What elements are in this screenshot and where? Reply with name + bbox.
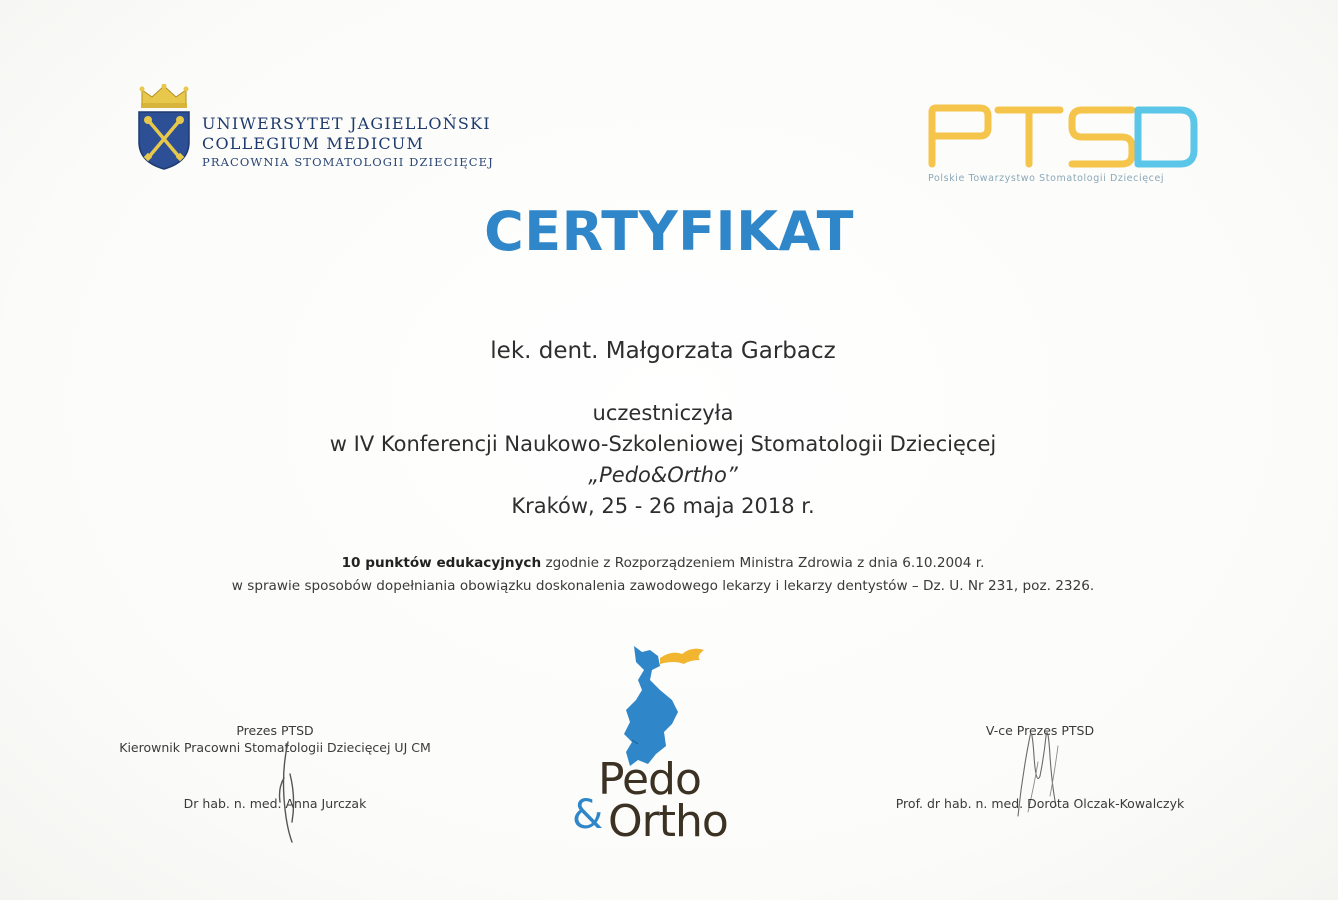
signatory-right-name: Prof. dr hab. n. med. Dorota Olczak-Kowalczyk — [895, 796, 1185, 811]
education-points: 10 punktów edukacyjnych — [341, 555, 542, 571]
legal-note-line2: w sprawie sposobów dopełniania obowiązku doskonalenia zawodowego lekarzy i lekarzy dentystów – Dz. U. Nr 231, poz. 2326. — [231, 578, 1095, 594]
body-line4: Kraków, 25 - 26 maja 2018 r. — [511, 494, 815, 518]
recipient-name: lek. dent. Małgorzata Garbacz — [490, 338, 836, 364]
university-logo — [136, 84, 494, 174]
body-line2: w IV Konferencji Naukowo-Szkoleniowej Stomatologii Dziecięcej — [329, 432, 997, 456]
legal-note-line1-rest: zgodnie z Rozporządzeniem Ministra Zdrowia z dnia 6.10.2004 r. — [541, 555, 985, 571]
ptsd-subtitle: Polskie Towarzystwo Stomatologii Dziecięcej — [928, 173, 1165, 184]
legal-note-line1 — [0, 552, 1326, 575]
event-logo-word2: Ortho — [608, 796, 728, 847]
university-line2: COLLEGIUM MEDICUM — [202, 134, 425, 153]
ptsd-letters-logo — [922, 100, 1202, 170]
signatory-left-name: Dr hab. n. med. Anna Jurczak — [183, 796, 367, 811]
university-line3: PRACOWNIA STOMATOLOGII DZIECIĘCEJ — [202, 155, 494, 169]
signatory-right-role: V-ce Prezes PTSD — [985, 723, 1095, 738]
signatory-left-role2: Kierownik Pracowni Stomatologii Dziecięcej UJ CM — [119, 740, 431, 755]
event-logo-amp: & — [572, 792, 604, 838]
pedo-ortho-logo — [560, 640, 770, 850]
university-name — [202, 114, 494, 170]
legal-note — [0, 552, 1326, 598]
ptsd-logo — [922, 100, 1212, 190]
event-logo-word1: Pedo — [598, 754, 701, 805]
signature-left-image — [262, 738, 312, 848]
certificate-title: CERTYFIKAT — [484, 200, 854, 263]
body-line3: „Pedo&Ortho” — [588, 463, 738, 487]
body-line1: uczestniczyła — [592, 401, 734, 425]
university-crest-icon — [136, 84, 192, 170]
university-line1: UNIWERSYTET JAGIELLOŃSKI — [202, 114, 491, 133]
signatory-left-role1: Prezes PTSD — [236, 723, 314, 738]
certificate-body — [0, 398, 1326, 522]
